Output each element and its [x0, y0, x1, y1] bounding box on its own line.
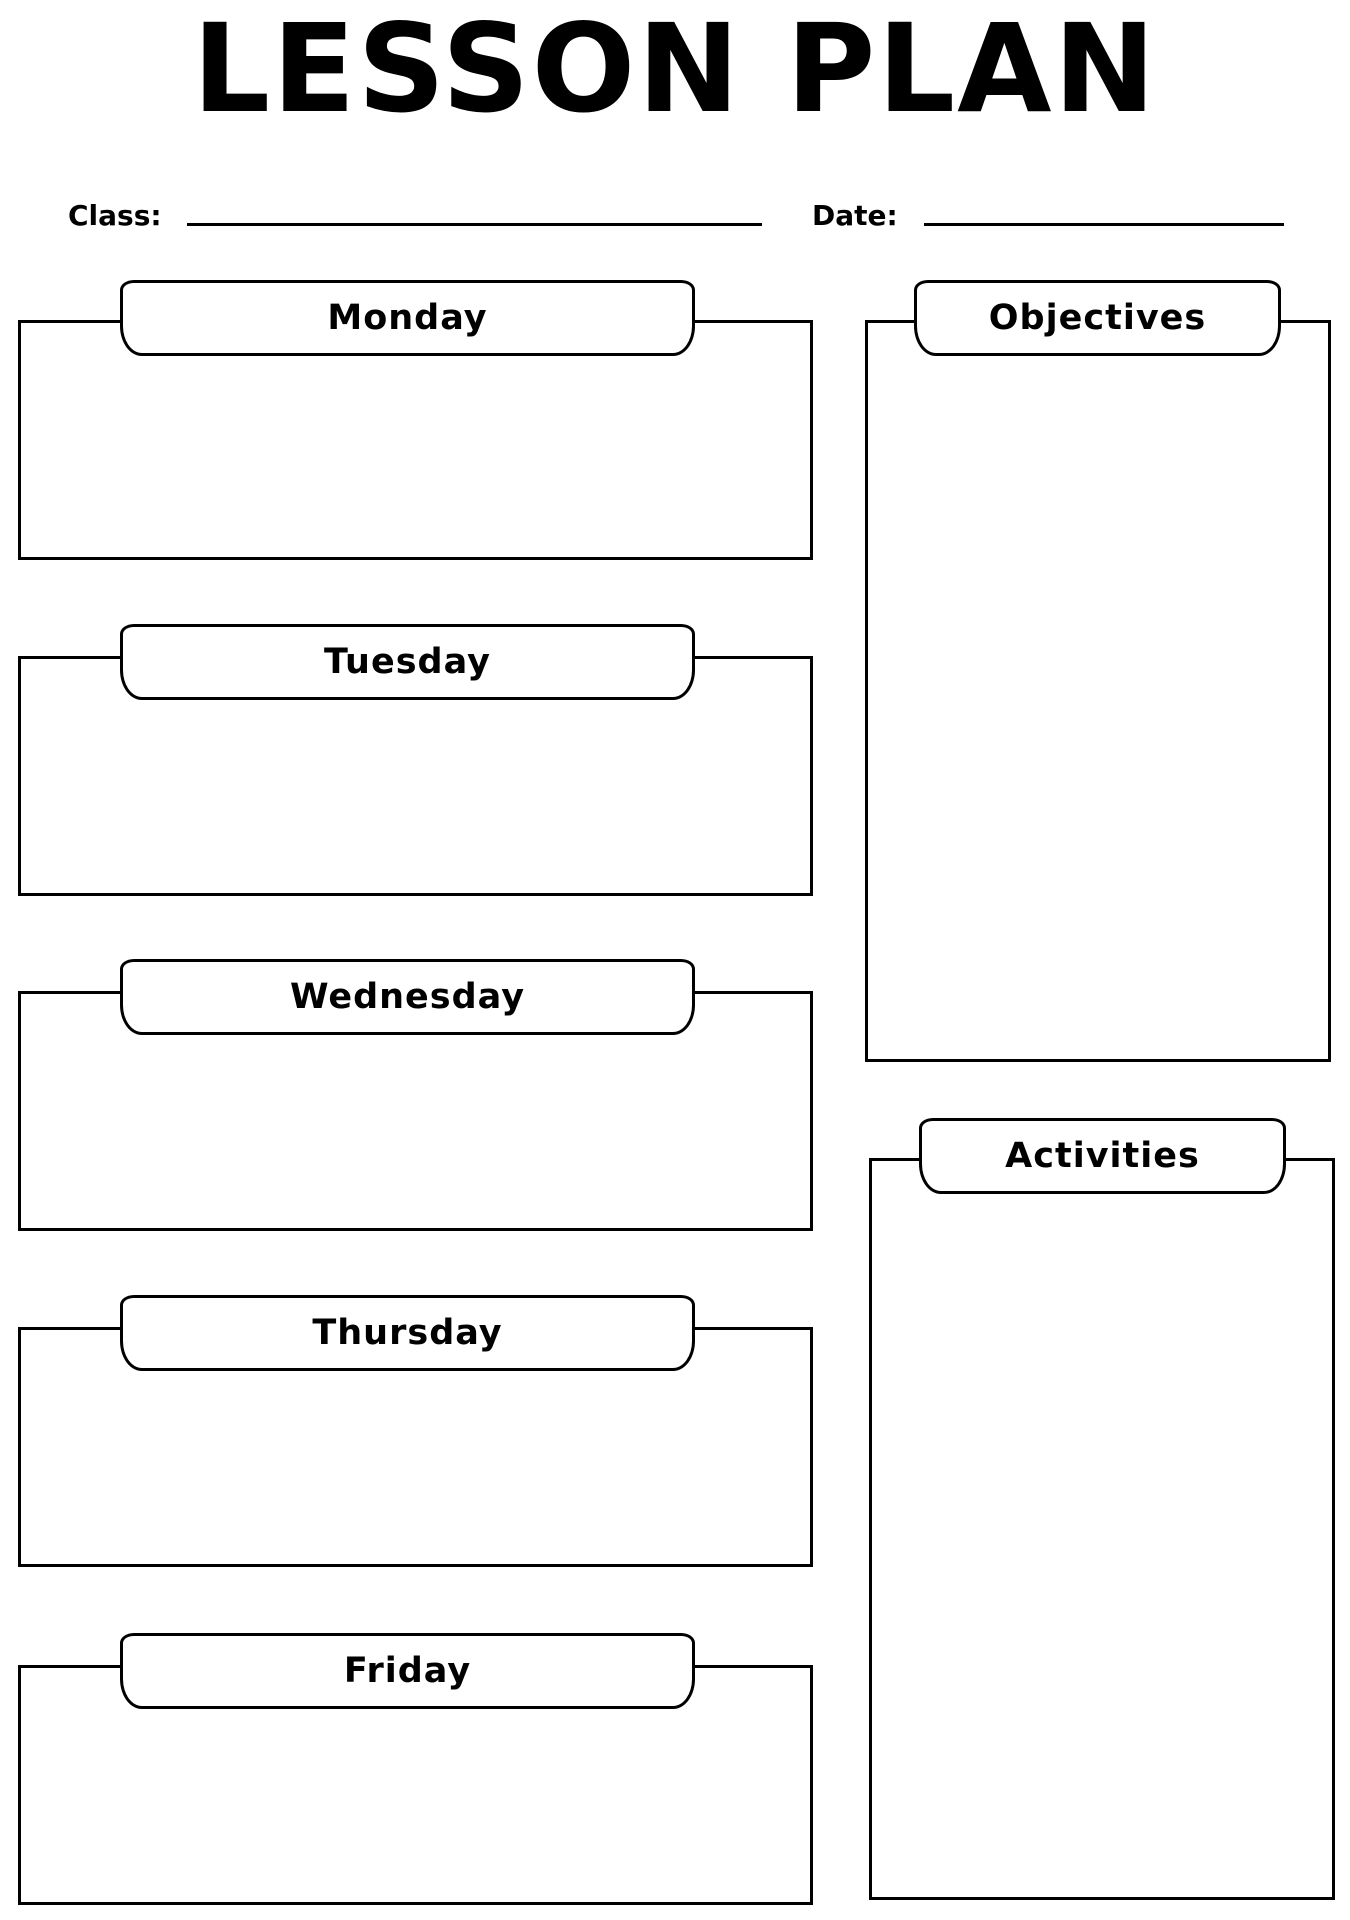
class-input-line[interactable] [187, 223, 762, 226]
friday-tab [120, 1633, 695, 1709]
page-title: LESSON PLAN [192, 0, 1158, 140]
tuesday-tab [120, 624, 695, 700]
activities-label: Activities [1005, 1136, 1200, 1176]
activities-tab [919, 1118, 1286, 1194]
date-input-line[interactable] [924, 223, 1284, 226]
friday-label: Friday [343, 1651, 472, 1691]
objectives-tab [914, 280, 1281, 356]
monday-tab [120, 280, 695, 356]
class-label: Class: [68, 199, 162, 232]
monday-box[interactable] [18, 320, 813, 560]
objectives-label: Objectives [988, 298, 1207, 338]
wednesday-tab [120, 959, 695, 1035]
objectives-box[interactable] [865, 320, 1331, 1062]
thursday-tab [120, 1295, 695, 1371]
activities-box[interactable] [869, 1158, 1335, 1900]
tuesday-label: Tuesday [324, 642, 491, 682]
wednesday-label: Wednesday [289, 977, 526, 1017]
monday-label: Monday [327, 298, 488, 338]
thursday-label: Thursday [312, 1313, 503, 1353]
date-label: Date: [812, 199, 898, 232]
